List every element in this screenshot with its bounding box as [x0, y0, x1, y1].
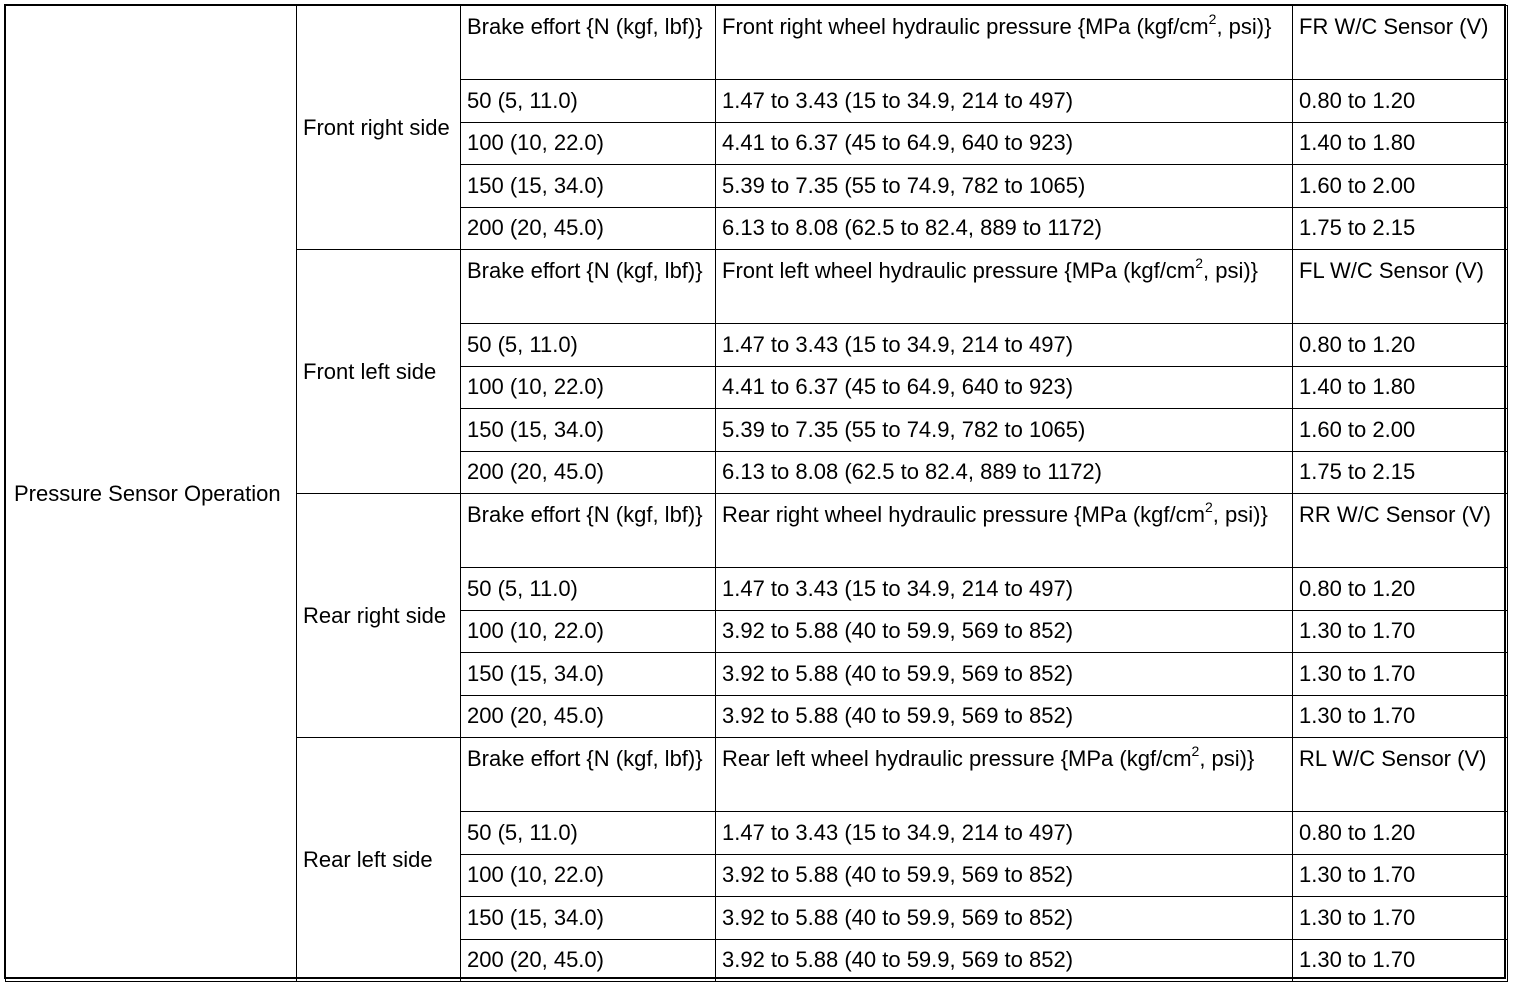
sensor-cell: 1.40 to 1.80 — [1293, 366, 1508, 409]
pressure-header-superscript: 2 — [1208, 10, 1217, 27]
side-label: Rear left side — [297, 738, 461, 982]
effort-cell: 100 (10, 22.0) — [461, 366, 716, 409]
effort-cell: 100 (10, 22.0) — [461, 854, 716, 897]
pressure-cell: 4.41 to 6.37 (45 to 64.9, 640 to 923) — [716, 366, 1293, 409]
effort-header: Brake effort {N (kgf, lbf)} — [461, 6, 716, 80]
effort-cell: 50 (5, 11.0) — [461, 812, 716, 855]
pressure-cell: 1.47 to 3.43 (15 to 34.9, 214 to 497) — [716, 324, 1293, 367]
pressure-header-superscript: 2 — [1204, 498, 1213, 515]
sensor-cell: 1.30 to 1.70 — [1293, 939, 1508, 982]
sensor-cell: 0.80 to 1.20 — [1293, 324, 1508, 367]
pressure-header-suffix: , psi)} — [1199, 746, 1255, 771]
pressure-cell: 3.92 to 5.88 (40 to 59.9, 569 to 852) — [716, 854, 1293, 897]
side-label: Rear right side — [297, 494, 461, 738]
effort-cell: 100 (10, 22.0) — [461, 122, 716, 165]
sensor-cell: 0.80 to 1.20 — [1293, 568, 1508, 611]
pressure-header-text: Rear right wheel hydraulic pressure {MPa (kgf/cm — [722, 502, 1205, 527]
sensor-cell: 1.30 to 1.70 — [1293, 854, 1508, 897]
effort-cell: 150 (15, 34.0) — [461, 653, 716, 696]
pressure-header-suffix: , psi)} — [1212, 502, 1268, 527]
effort-cell: 150 (15, 34.0) — [461, 165, 716, 208]
effort-cell: 200 (20, 45.0) — [461, 207, 716, 250]
pressure-header — [716, 738, 1293, 812]
pressure-cell: 1.47 to 3.43 (15 to 34.9, 214 to 497) — [716, 812, 1293, 855]
group-header-row — [6, 6, 1508, 80]
pressure-header-suffix: , psi)} — [1202, 258, 1259, 283]
pressure-cell: 5.39 to 7.35 (55 to 74.9, 782 to 1065) — [716, 409, 1293, 452]
sensor-cell: 1.60 to 2.00 — [1293, 165, 1508, 208]
side-label: Front left side — [297, 250, 461, 494]
sensor-cell: 1.30 to 1.70 — [1293, 653, 1508, 696]
spec-table-body — [6, 6, 1508, 982]
pressure-header-suffix: , psi)} — [1216, 14, 1272, 39]
sensor-cell: 1.30 to 1.70 — [1293, 897, 1508, 940]
pressure-cell: 5.39 to 7.35 (55 to 74.9, 782 to 1065) — [716, 165, 1293, 208]
effort-cell: 100 (10, 22.0) — [461, 610, 716, 653]
pressure-header — [716, 494, 1293, 568]
pressure-cell: 3.92 to 5.88 (40 to 59.9, 569 to 852) — [716, 610, 1293, 653]
pressure-sensor-spec-table — [5, 5, 1508, 982]
sensor-cell: 1.40 to 1.80 — [1293, 122, 1508, 165]
sensor-cell: 1.30 to 1.70 — [1293, 695, 1508, 738]
side-label: Front right side — [297, 6, 461, 250]
pressure-cell: 3.92 to 5.88 (40 to 59.9, 569 to 852) — [716, 939, 1293, 982]
pressure-cell: 6.13 to 8.08 (62.5 to 82.4, 889 to 1172) — [716, 451, 1293, 494]
effort-cell: 50 (5, 11.0) — [461, 80, 716, 123]
pressure-header — [716, 250, 1293, 324]
effort-header: Brake effort {N (kgf, lbf)} — [461, 494, 716, 568]
sensor-cell: 0.80 to 1.20 — [1293, 812, 1508, 855]
sensor-header: FR W/C Sensor (V) — [1293, 6, 1508, 80]
pressure-cell: 4.41 to 6.37 (45 to 64.9, 640 to 923) — [716, 122, 1293, 165]
pressure-header — [716, 6, 1293, 80]
pressure-cell: 3.92 to 5.88 (40 to 59.9, 569 to 852) — [716, 695, 1293, 738]
pressure-header-superscript: 2 — [1191, 742, 1200, 759]
sensor-header: FL W/C Sensor (V) — [1293, 250, 1508, 324]
pressure-cell: 1.47 to 3.43 (15 to 34.9, 214 to 497) — [716, 80, 1293, 123]
pressure-cell: 6.13 to 8.08 (62.5 to 82.4, 889 to 1172) — [716, 207, 1293, 250]
effort-cell: 150 (15, 34.0) — [461, 897, 716, 940]
pressure-header-text: Front left wheel hydraulic pressure {MPa (kgf/cm — [722, 258, 1196, 283]
sensor-cell: 1.75 to 2.15 — [1293, 451, 1508, 494]
sensor-header: RL W/C Sensor (V) — [1293, 738, 1508, 812]
effort-cell: 200 (20, 45.0) — [461, 695, 716, 738]
effort-cell: 150 (15, 34.0) — [461, 409, 716, 452]
sensor-cell: 1.75 to 2.15 — [1293, 207, 1508, 250]
sensor-cell: 1.30 to 1.70 — [1293, 610, 1508, 653]
sensor-cell: 1.60 to 2.00 — [1293, 409, 1508, 452]
effort-header: Brake effort {N (kgf, lbf)} — [461, 738, 716, 812]
sensor-header: RR W/C Sensor (V) — [1293, 494, 1508, 568]
pressure-header-superscript: 2 — [1195, 254, 1203, 271]
category-cell: Pressure Sensor Operation — [6, 6, 297, 982]
effort-header: Brake effort {N (kgf, lbf)} — [461, 250, 716, 324]
pressure-header-text: Rear left wheel hydraulic pressure {MPa (kgf/cm — [722, 746, 1192, 771]
pressure-cell: 3.92 to 5.88 (40 to 59.9, 569 to 852) — [716, 897, 1293, 940]
pressure-cell: 1.47 to 3.43 (15 to 34.9, 214 to 497) — [716, 568, 1293, 611]
effort-cell: 50 (5, 11.0) — [461, 568, 716, 611]
effort-cell: 200 (20, 45.0) — [461, 939, 716, 982]
pressure-header-text: Front right wheel hydraulic pressure {MPa (kgf/cm — [722, 14, 1209, 39]
sensor-cell: 0.80 to 1.20 — [1293, 80, 1508, 123]
effort-cell: 200 (20, 45.0) — [461, 451, 716, 494]
effort-cell: 50 (5, 11.0) — [461, 324, 716, 367]
pressure-cell: 3.92 to 5.88 (40 to 59.9, 569 to 852) — [716, 653, 1293, 696]
